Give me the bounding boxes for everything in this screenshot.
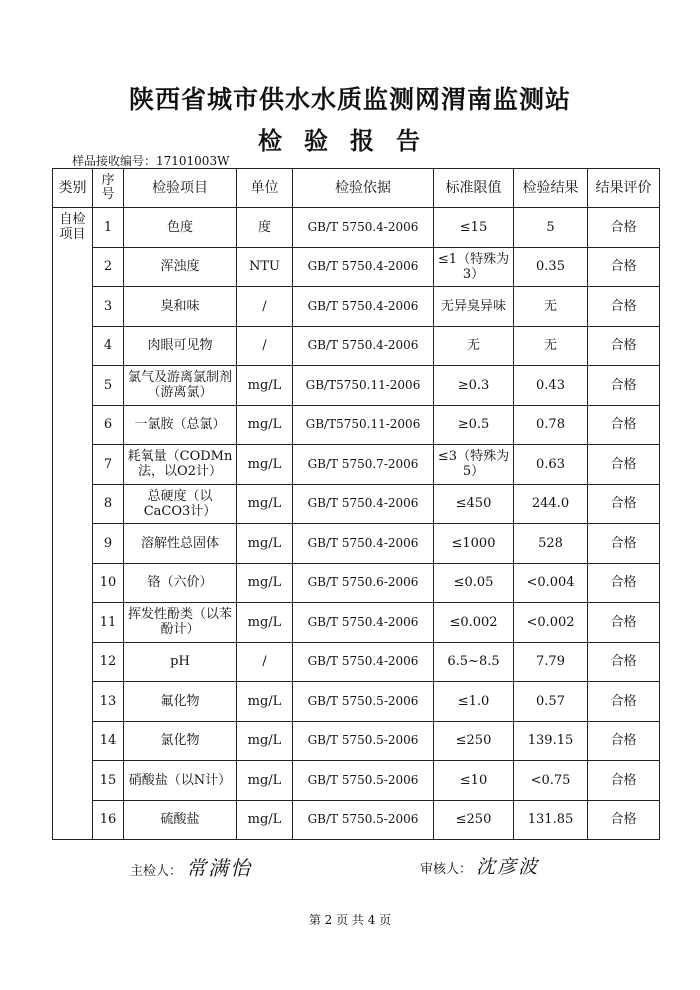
row-no: 15 (93, 761, 124, 801)
row-result: <0.004 (514, 563, 588, 603)
col-header-result: 检验结果 (514, 169, 588, 208)
row-limit: ≤1.0 (434, 682, 514, 722)
row-limit: ≤3（特殊为5） (434, 445, 514, 485)
row-result: 0.43 (514, 366, 588, 406)
row-limit: ≤1000 (434, 524, 514, 564)
row-eval: 合格 (588, 603, 660, 643)
row-item: 铬（六价） (124, 563, 237, 603)
inspector-label: 主检人： (130, 864, 183, 879)
row-basis: GB/T5750.11-2006 (293, 405, 434, 445)
table-row (53, 603, 660, 643)
row-no: 7 (93, 445, 124, 485)
row-result: 无 (514, 287, 588, 327)
row-no: 12 (93, 642, 124, 682)
row-unit: mg/L (237, 800, 293, 840)
row-result: 5 (514, 208, 588, 248)
table-row (53, 642, 660, 682)
row-limit: ≤250 (434, 721, 514, 761)
row-unit: mg/L (237, 761, 293, 801)
row-eval: 合格 (588, 761, 660, 801)
row-unit: mg/L (237, 603, 293, 643)
row-result: <0.002 (514, 603, 588, 643)
row-eval: 合格 (588, 287, 660, 327)
reviewer-label: 审核人： (420, 862, 473, 877)
row-no: 13 (93, 682, 124, 722)
row-basis: GB/T 5750.5-2006 (293, 761, 434, 801)
row-no: 3 (93, 287, 124, 327)
report-title: 检验报告 (258, 126, 442, 155)
row-basis: GB/T 5750.4-2006 (293, 484, 434, 524)
row-limit: ≥0.5 (434, 405, 514, 445)
row-no: 1 (93, 208, 124, 248)
row-eval: 合格 (588, 405, 660, 445)
col-header-eval: 结果评价 (588, 169, 660, 208)
row-unit: NTU (237, 247, 293, 287)
category-label: 自检项目 (59, 212, 86, 242)
row-no: 10 (93, 563, 124, 603)
row-no: 16 (93, 800, 124, 840)
row-no: 11 (93, 603, 124, 643)
row-basis: GB/T 5750.4-2006 (293, 642, 434, 682)
row-no: 9 (93, 524, 124, 564)
table-row (53, 484, 660, 524)
row-unit: mg/L (237, 445, 293, 485)
table-row (53, 524, 660, 564)
row-item: 硫酸盐 (124, 800, 237, 840)
col-header-item: 检验项目 (124, 169, 237, 208)
reviewer-signature-block (420, 852, 539, 879)
row-limit: ≤1（特殊为3） (434, 247, 514, 287)
row-item: 耗氧量（CODMn法，以O2计） (124, 445, 237, 485)
row-eval: 合格 (588, 682, 660, 722)
row-unit: mg/L (237, 563, 293, 603)
page-footer: 第 2 页 共 4 页 (308, 913, 392, 927)
row-unit: 度 (237, 208, 293, 248)
row-limit: 无异臭异味 (434, 287, 514, 327)
sample-number: 样品接收编号：17101003W (72, 154, 230, 168)
row-basis: GB/T 5750.4-2006 (293, 524, 434, 564)
row-basis: GB/T5750.11-2006 (293, 366, 434, 406)
col-header-unit: 单位 (237, 169, 293, 208)
col-header-no (93, 169, 124, 208)
table-row (53, 405, 660, 445)
row-unit: mg/L (237, 682, 293, 722)
reviewer-signature: 沈彦波 (476, 856, 540, 878)
row-no: 2 (93, 247, 124, 287)
row-limit: ≤450 (434, 484, 514, 524)
row-unit: mg/L (237, 405, 293, 445)
row-result: 0.35 (514, 247, 588, 287)
row-unit: mg/L (237, 524, 293, 564)
row-item: pH (124, 642, 237, 682)
col-header-limit: 标准限值 (434, 169, 514, 208)
row-limit: ≤10 (434, 761, 514, 801)
table-row (53, 563, 660, 603)
row-result: 0.78 (514, 405, 588, 445)
row-eval: 合格 (588, 524, 660, 564)
row-basis: GB/T 5750.4-2006 (293, 603, 434, 643)
row-item: 色度 (124, 208, 237, 248)
row-result: <0.75 (514, 761, 588, 801)
row-unit: / (237, 642, 293, 682)
row-item: 肉眼可见物 (124, 326, 237, 366)
row-eval: 合格 (588, 563, 660, 603)
row-limit: ≤250 (434, 800, 514, 840)
row-no: 4 (93, 326, 124, 366)
table-row (53, 208, 660, 248)
row-eval: 合格 (588, 247, 660, 287)
row-eval: 合格 (588, 445, 660, 485)
category-cell (53, 208, 93, 840)
table-row (53, 445, 660, 485)
table-row (53, 247, 660, 287)
row-limit: ≤15 (434, 208, 514, 248)
row-item: 氯气及游离氯制剂（游离氯） (124, 366, 237, 406)
row-no: 6 (93, 405, 124, 445)
col-header-no-text: 序号 (101, 173, 115, 202)
row-basis: GB/T 5750.4-2006 (293, 326, 434, 366)
row-item: 氟化物 (124, 682, 237, 722)
table-row (53, 326, 660, 366)
row-item: 溶解性总固体 (124, 524, 237, 564)
row-unit: mg/L (237, 366, 293, 406)
table-header-row (53, 169, 660, 208)
row-eval: 合格 (588, 800, 660, 840)
row-no: 8 (93, 484, 124, 524)
row-limit: 无 (434, 326, 514, 366)
row-limit: 6.5~8.5 (434, 642, 514, 682)
row-item: 氯化物 (124, 721, 237, 761)
row-eval: 合格 (588, 642, 660, 682)
row-unit: mg/L (237, 721, 293, 761)
row-result: 131.85 (514, 800, 588, 840)
inspection-table (52, 168, 660, 840)
row-result: 244.0 (514, 484, 588, 524)
row-result: 无 (514, 326, 588, 366)
row-result: 0.63 (514, 445, 588, 485)
table-row (53, 287, 660, 327)
col-header-category: 类别 (53, 169, 93, 208)
row-unit: mg/L (237, 484, 293, 524)
row-unit: / (237, 287, 293, 327)
row-eval: 合格 (588, 721, 660, 761)
row-result: 528 (514, 524, 588, 564)
row-basis: GB/T 5750.6-2006 (293, 563, 434, 603)
row-basis: GB/T 5750.5-2006 (293, 800, 434, 840)
row-item: 浑浊度 (124, 247, 237, 287)
row-result: 0.57 (514, 682, 588, 722)
row-basis: GB/T 5750.4-2006 (293, 208, 434, 248)
row-eval: 合格 (588, 326, 660, 366)
row-eval: 合格 (588, 484, 660, 524)
row-limit: ≤0.002 (434, 603, 514, 643)
table-row (53, 721, 660, 761)
inspector-signature-block (130, 852, 252, 881)
row-item: 臭和味 (124, 287, 237, 327)
row-item: 挥发性酚类（以苯酚计） (124, 603, 237, 643)
row-result: 7.79 (514, 642, 588, 682)
inspector-signature: 常满怡 (186, 856, 253, 880)
row-limit: ≥0.3 (434, 366, 514, 406)
row-basis: GB/T 5750.5-2006 (293, 721, 434, 761)
row-basis: GB/T 5750.5-2006 (293, 682, 434, 722)
row-basis: GB/T 5750.7-2006 (293, 445, 434, 485)
table-row (53, 800, 660, 840)
row-no: 5 (93, 366, 124, 406)
row-unit: / (237, 326, 293, 366)
row-no: 14 (93, 721, 124, 761)
row-item: 一氯胺（总氯） (124, 405, 237, 445)
row-limit: ≤0.05 (434, 563, 514, 603)
table-row (53, 366, 660, 406)
row-result: 139.15 (514, 721, 588, 761)
table-row (53, 761, 660, 801)
row-eval: 合格 (588, 366, 660, 406)
row-basis: GB/T 5750.4-2006 (293, 247, 434, 287)
report-org-title: 陕西省城市供水水质监测网渭南监测站 (128, 85, 571, 114)
row-item: 硝酸盐（以N计） (124, 761, 237, 801)
col-header-basis: 检验依据 (293, 169, 434, 208)
row-basis: GB/T 5750.4-2006 (293, 287, 434, 327)
table-row (53, 682, 660, 722)
row-item: 总硬度（以CaCO3计） (124, 484, 237, 524)
row-eval: 合格 (588, 208, 660, 248)
